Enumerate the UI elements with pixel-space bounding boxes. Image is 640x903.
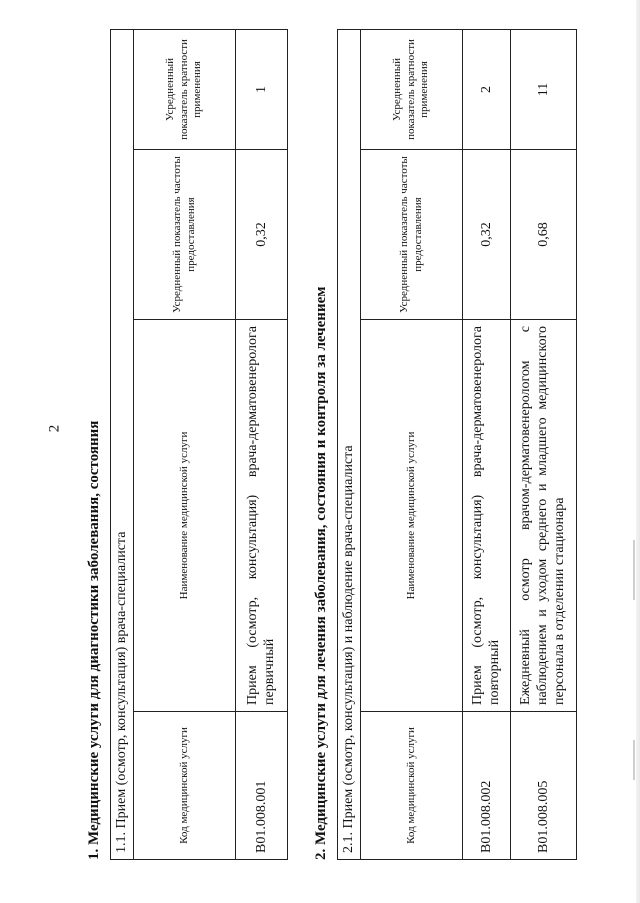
table-caption-row <box>111 29 134 859</box>
service-name: Ежедневный осмотр врачом-дерматовенерологом с наблюдением и уходом среднего и младшего медицинского персонала в отделении стационара <box>511 320 577 712</box>
table-diagnostics <box>110 29 288 860</box>
column-header-frequency: Усредненный показатель частоты предоставления <box>361 150 463 320</box>
scan-artifact <box>633 740 635 780</box>
page-number: 2 <box>46 424 63 433</box>
section-2-heading: 2. Медицинские услуги для лечения заболевания, состояния и контроля за лечением <box>313 286 329 860</box>
service-frequency: 0,32 <box>236 150 288 320</box>
table-row <box>463 29 511 859</box>
column-header-multiplicity: Усредненный показатель кратности применения <box>361 29 463 149</box>
scan-artifact <box>633 540 635 600</box>
service-multiplicity: 2 <box>463 29 511 149</box>
table-row <box>511 29 577 859</box>
service-frequency: 0,32 <box>463 150 511 320</box>
service-frequency: 0,68 <box>511 150 577 320</box>
service-multiplicity: 11 <box>511 29 577 149</box>
table-caption-row <box>338 29 361 859</box>
column-header-code: Код медицинской услуги <box>134 712 236 860</box>
table-treatment <box>337 29 577 860</box>
service-code: B01.008.002 <box>463 712 511 860</box>
subsection-1-1-caption: 1.1. Прием (осмотр, консультация) врача-специалиста <box>111 29 134 859</box>
column-header-name: Наименование медицинской услуги <box>134 320 236 712</box>
column-header-code: Код медицинской услуги <box>361 712 463 860</box>
column-header-name: Наименование медицинской услуги <box>361 320 463 712</box>
service-code: B01.008.005 <box>511 712 577 860</box>
table-header-row <box>134 29 236 859</box>
section-1-heading: 1. Медицинские услуги для диагностики заболевания, состояния <box>86 420 102 860</box>
service-code: B01.008.001 <box>236 712 288 860</box>
column-header-multiplicity: Усредненный показатель кратности применения <box>134 29 236 149</box>
service-name: Прием (осмотр, консультация) врача-дерматовенеролога первичный <box>236 320 288 712</box>
service-name: Прием (осмотр, консультация) врача-дерматовенеролога повторный <box>463 320 511 712</box>
rotated-content <box>70 10 640 870</box>
table-row <box>236 29 288 859</box>
table-header-row <box>361 29 463 859</box>
column-header-frequency: Усредненный показатель частоты предоставления <box>134 150 236 320</box>
scan-edge <box>636 0 640 903</box>
service-multiplicity: 1 <box>236 29 288 149</box>
subsection-2-1-caption: 2.1. Прием (осмотр, консультация) и наблюдение врача-специалиста <box>338 29 361 859</box>
